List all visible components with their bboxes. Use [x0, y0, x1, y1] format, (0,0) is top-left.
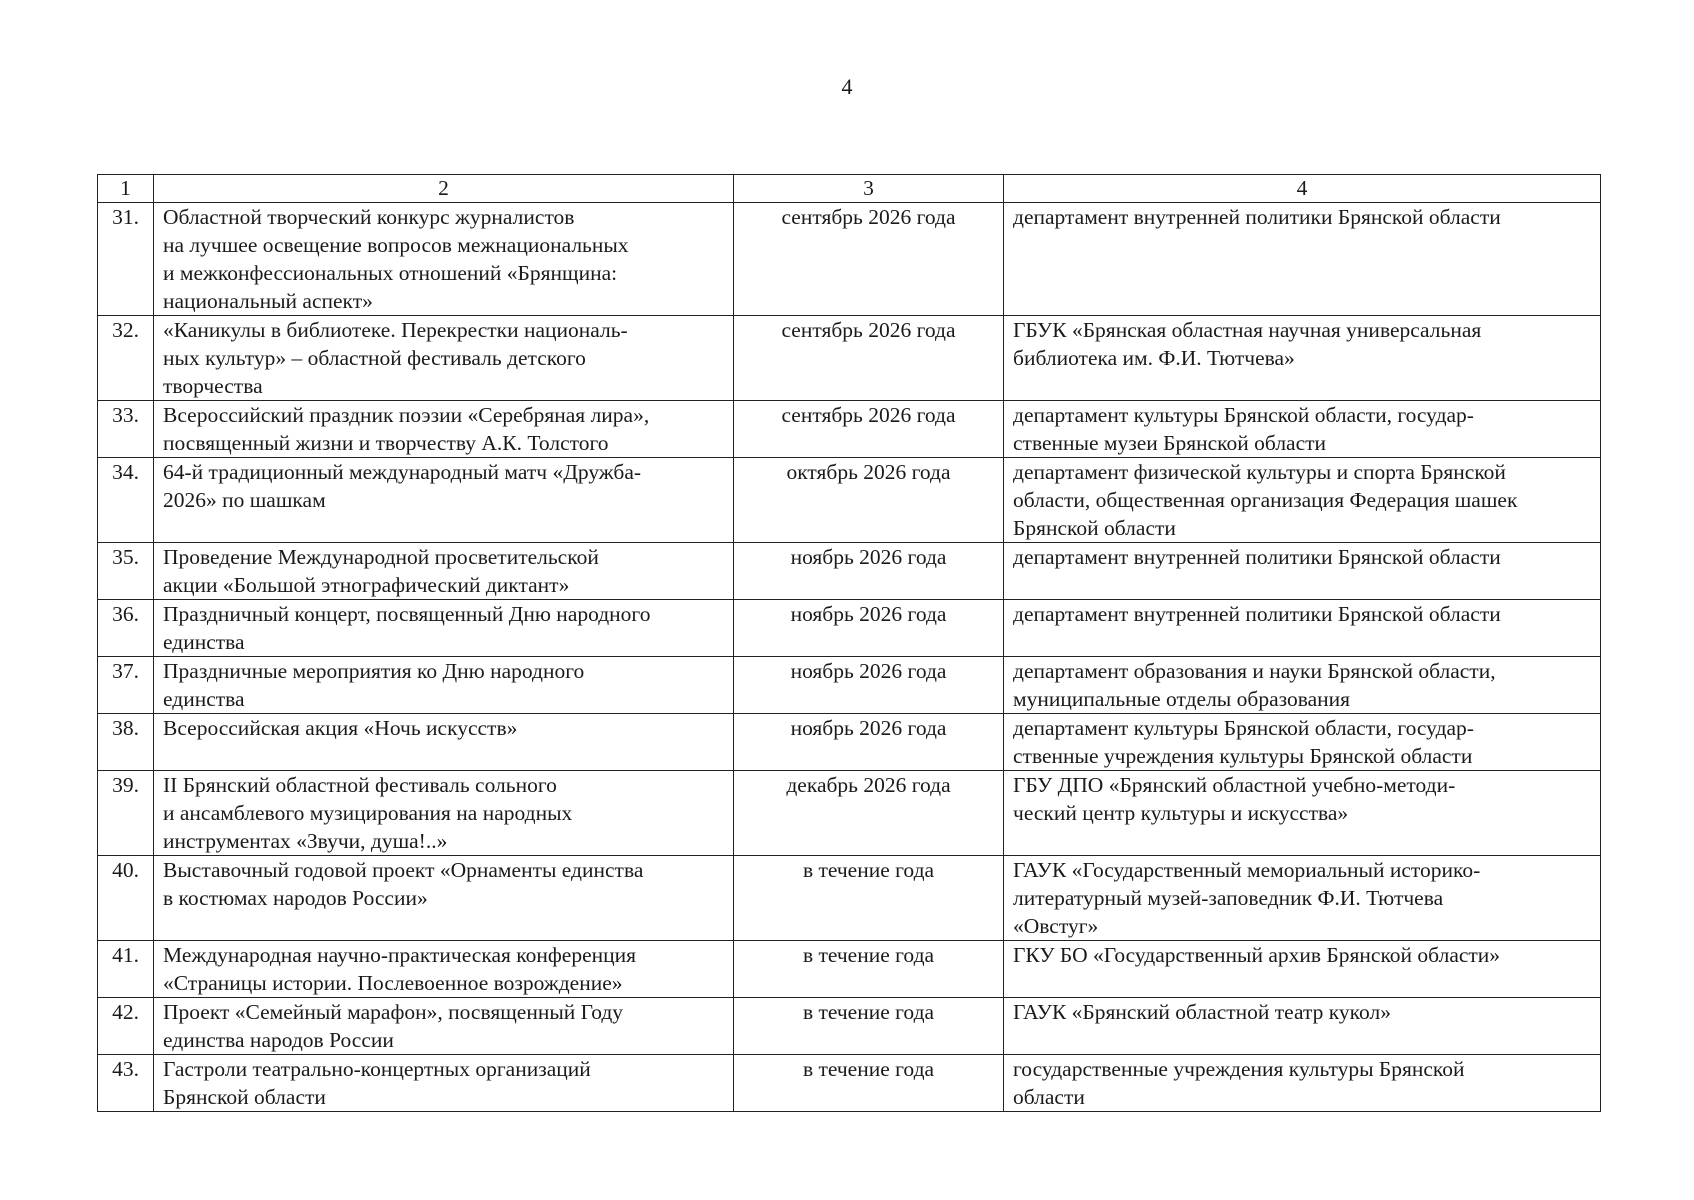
row-number: 32.: [98, 316, 154, 401]
table-row: [98, 203, 1601, 316]
event-name: Проведение Международной просветительской акции «Большой этнографический диктант»: [154, 543, 734, 600]
row-number: 36.: [98, 600, 154, 657]
row-number: 40.: [98, 856, 154, 941]
event-name: II Брянский областной фестиваль сольного и ансамблевого музицирования на народных инструментах «Звучи, душа!..»: [154, 771, 734, 856]
header-col-4: 4: [1004, 175, 1601, 203]
responsible-party: департамент внутренней политики Брянской области: [1004, 543, 1601, 600]
row-number: 35.: [98, 543, 154, 600]
table-row: [98, 543, 1601, 600]
event-name: Праздничный концерт, посвященный Дню народного единства: [154, 600, 734, 657]
responsible-party: департамент физической культуры и спорта Брянской области, общественная организация Федерация шашек Брянской области: [1004, 458, 1601, 543]
responsible-party: департамент внутренней политики Брянской области: [1004, 600, 1601, 657]
event-date: ноябрь 2026 года: [734, 714, 1004, 771]
event-date: в течение года: [734, 856, 1004, 941]
row-number: 38.: [98, 714, 154, 771]
table-row: [98, 714, 1601, 771]
responsible-party: ГБУ ДПО «Брянский областной учебно-методи- ческий центр культуры и искусства»: [1004, 771, 1601, 856]
event-name: Областной творческий конкурс журналистов на лучшее освещение вопросов межнациональных и межконфессиональных отношений «Брянщина: национальный аспект»: [154, 203, 734, 316]
header-col-1: 1: [98, 175, 154, 203]
table-row: [98, 316, 1601, 401]
event-name: Проект «Семейный марафон», посвященный Году единства народов России: [154, 998, 734, 1055]
row-number: 39.: [98, 771, 154, 856]
event-date: декабрь 2026 года: [734, 771, 1004, 856]
table-body: [98, 203, 1601, 1112]
table-row: [98, 856, 1601, 941]
table-row: [98, 657, 1601, 714]
responsible-party: департамент внутренней политики Брянской области: [1004, 203, 1601, 316]
table-row: [98, 600, 1601, 657]
event-name: Международная научно-практическая конференция «Страницы истории. Послевоенное возрождение»: [154, 941, 734, 998]
event-date: в течение года: [734, 941, 1004, 998]
table-row: [98, 771, 1601, 856]
event-date: ноябрь 2026 года: [734, 600, 1004, 657]
event-date: сентябрь 2026 года: [734, 316, 1004, 401]
responsible-party: ГКУ БО «Государственный архив Брянской области»: [1004, 941, 1601, 998]
row-number: 31.: [98, 203, 154, 316]
event-name: Выставочный годовой проект «Орнаменты единства в костюмах народов России»: [154, 856, 734, 941]
event-date: октябрь 2026 года: [734, 458, 1004, 543]
event-name: 64-й традиционный международный матч «Дружба- 2026» по шашкам: [154, 458, 734, 543]
header-col-3: 3: [734, 175, 1004, 203]
event-name: Праздничные мероприятия ко Дню народного единства: [154, 657, 734, 714]
header-col-2: 2: [154, 175, 734, 203]
row-number: 43.: [98, 1055, 154, 1112]
row-number: 33.: [98, 401, 154, 458]
event-date: ноябрь 2026 года: [734, 657, 1004, 714]
event-date: в течение года: [734, 1055, 1004, 1112]
table-row: [98, 998, 1601, 1055]
responsible-party: ГАУК «Государственный мемориальный историко- литературный музей-заповедник Ф.И. Тютчева «Овстуг»: [1004, 856, 1601, 941]
row-number: 34.: [98, 458, 154, 543]
event-name: «Каникулы в библиотеке. Перекрестки националь- ных культур» – областной фестиваль детского творчества: [154, 316, 734, 401]
table-row: [98, 401, 1601, 458]
event-name: Гастроли театрально-концертных организаций Брянской области: [154, 1055, 734, 1112]
row-number: 41.: [98, 941, 154, 998]
page-number: 4: [841, 74, 853, 99]
responsible-party: департамент культуры Брянской области, государ- ственные учреждения культуры Брянской области: [1004, 714, 1601, 771]
responsible-party: ГАУК «Брянский областной театр кукол»: [1004, 998, 1601, 1055]
event-date: ноябрь 2026 года: [734, 543, 1004, 600]
event-name: Всероссийский праздник поэзии «Серебряная лира», посвященный жизни и творчеству А.К. Толстого: [154, 401, 734, 458]
row-number: 42.: [98, 998, 154, 1055]
table-row: [98, 458, 1601, 543]
header-row: [98, 175, 1601, 203]
responsible-party: департамент образования и науки Брянской области, муниципальные отделы образования: [1004, 657, 1601, 714]
event-date: сентябрь 2026 года: [734, 203, 1004, 316]
responsible-party: государственные учреждения культуры Брянской области: [1004, 1055, 1601, 1112]
event-name: Всероссийская акция «Ночь искусств»: [154, 714, 734, 771]
table-row: [98, 941, 1601, 998]
events-table: [97, 174, 1601, 1112]
responsible-party: департамент культуры Брянской области, государ- ственные музеи Брянской области: [1004, 401, 1601, 458]
table-row: [98, 1055, 1601, 1112]
responsible-party: ГБУК «Брянская областная научная универсальная библиотека им. Ф.И. Тютчева»: [1004, 316, 1601, 401]
event-date: в течение года: [734, 998, 1004, 1055]
row-number: 37.: [98, 657, 154, 714]
event-date: сентябрь 2026 года: [734, 401, 1004, 458]
